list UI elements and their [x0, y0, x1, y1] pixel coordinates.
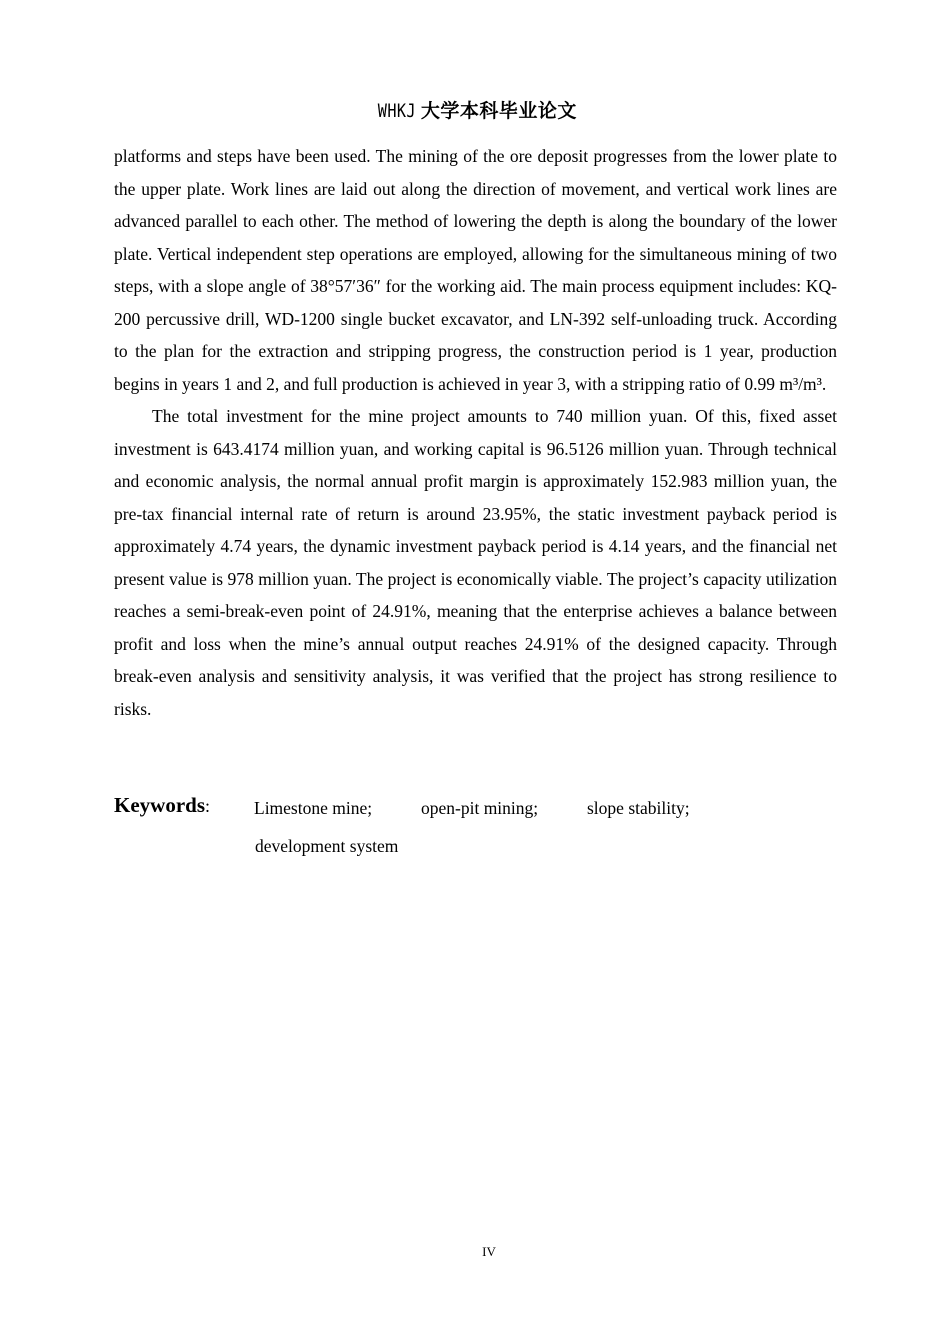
abstract-paragraph-1: platforms and steps have been used. The mining of the ore deposit progresses from the lower plate to the upper plate. Work lines are laid out along the direction of movement, and vertical work lines are advanced parallel to each other. The method of lowering the depth is along the boundary of the lower plate. Vertical independent step operations are employed, allowing for the simultaneous mining of two steps, with a slope angle of 38°57′36″ for the working aid. The main process equipment includes: KQ-200 percussive drill, WD-1200 single bucket excavator, and LN-392 self-unloading truck. According to the plan for the extraction and stripping progress, the construction period is 1 year, production begins in years 1 and 2, and full production is achieved in year 3, with a stripping ratio of 0.99 m³/m³.: [114, 146, 837, 394]
header-thesis-title: 大学本科毕业论文: [420, 100, 577, 122]
keyword-item: development system: [255, 836, 399, 856]
keywords-colon: :: [205, 796, 211, 816]
header-university-code: WHKJ: [377, 100, 417, 122]
abstract-paragraph-2: The total investment for the mine project amounts to 740 million yuan. Of this, fixed asset investment is 643.4174 million yuan, and working capital is 96.5126 million yuan. Through technical and economic analysis, the normal annual profit margin is approximately 152.983 million yuan, the pre-tax financial internal rate of return is around 23.95%, the static investment payback period is approximately 4.74 years, the dynamic investment payback period is 4.14 years, and the financial net present value is 978 million yuan. The project is economically viable. The project’s capacity utilization reaches a semi-break-even point of 24.91%, meaning that the enterprise achieves a balance between profit and loss when the mine’s annual output reaches 24.91% of the designed capacity. Through break-even analysis and sensitivity analysis, it was verified that the project has strong resilience to risks.: [114, 406, 837, 719]
keywords-label: Keywords: [114, 793, 205, 817]
keyword-item: open-pit mining;: [421, 798, 539, 818]
keywords-heading: [114, 793, 210, 818]
keyword-item: Limestone mine;: [254, 798, 373, 818]
keyword-item: slope stability;: [587, 798, 690, 818]
page-number: IV: [482, 1244, 496, 1259]
page-header: [0, 96, 950, 123]
abstract-body: [114, 140, 837, 725]
